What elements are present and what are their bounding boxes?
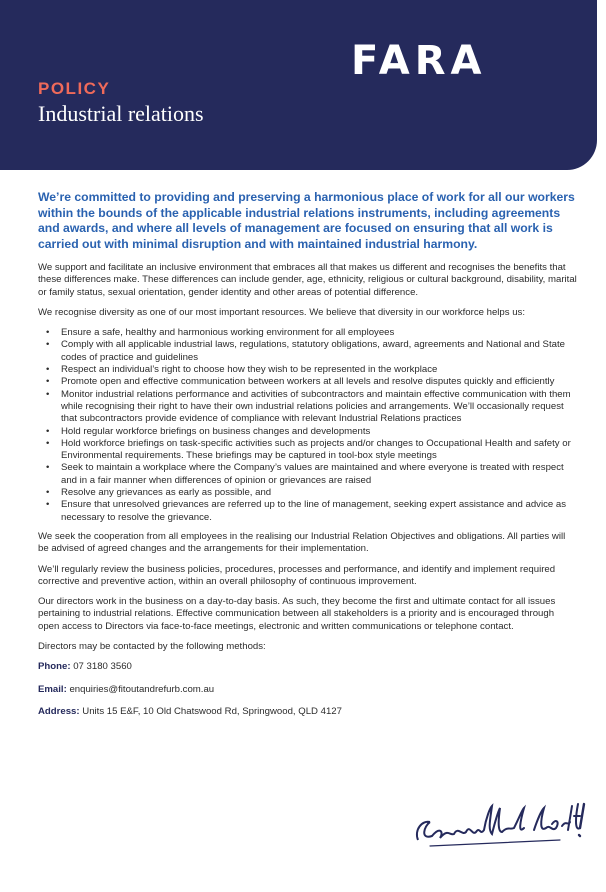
contact-phone (38, 661, 578, 673)
address-value: Units 15 E&F, 10 Old Chatswood Rd, Springwood, QLD 4127 (82, 705, 342, 717)
contact-address (38, 706, 578, 718)
list-item: • Monitor industrial relations performance and activities of subcontractors and maintain effective communication with them while recognising their right to have their own industrial relations policies and arrangements. We’ll occasionally request that subcontractors provide evidence of compliance with relevant Industrial Relations practices (38, 389, 578, 426)
list-item: • Ensure a safe, healthy and harmonious working environment for all employees (38, 327, 578, 339)
committed-signature (410, 796, 590, 856)
paragraph-cooperation: We seek the cooperation from all employees in the realising our Industrial Relation Objectives and obligations. All parties will be advised of agreed changes and the arrangements for their implementation. (38, 530, 566, 555)
list-item: • Resolve any grievances as early as possible, and (38, 487, 578, 499)
list-item: • Seek to maintain a workplace where the Company’s values are maintained and where everyone is treated with respect and in a fair manner when differences of opinion or grievances are raised (38, 462, 578, 487)
paragraph-diversity: We recognise diversity as one of our most important resources. We believe that diversity in our workforce helps us: (38, 306, 526, 318)
phone-label: Phone: (38, 661, 71, 673)
email-value[interactable]: enquiries@fitoutandrefurb.com.au (69, 683, 215, 695)
paragraph-directors: Our directors work in the business on a day-to-day basis. As such, they become the first and ultimate contact for all issues pertaining to industrial relations. Effective communication between all stakeholders is a priority and is encouraged through open access to Directors via face-to-face meetings, electronic and written communications or telephone contact. (38, 596, 556, 632)
list-item: • Comply with all applicable industrial laws, regulations, statutory obligations, award, agreements and National and State codes of practice and guidelines (38, 339, 578, 364)
list-item: • Promote open and effective communication between workers at all levels and resolve disputes quickly and efficiently (38, 376, 578, 388)
paragraph-review: We’ll regularly review the business policies, procedures, processes and performance, and identify and implement required corrective and preventive action, within an overall philosophy of continuous improvement. (38, 563, 556, 587)
objectives-list (38, 327, 578, 524)
list-item: • Hold workforce briefings on task-specific activities such as projects and/or changes to Occupational Health and safety or Environmental requirements. These briefings may be captured in tool-box style meetings (38, 438, 578, 463)
fara-logo: FARA (351, 38, 487, 84)
list-item: • Respect an individual’s right to choose how they wish to be represented in the workplace (38, 364, 578, 376)
list-item: • Hold regular workforce briefings on business changes and developments (38, 426, 578, 438)
intro-statement: We’re committed to providing and preserving a harmonious place of work for all our workers within the bounds of the applicable industrial relations instruments, including agreements and awards, and where all levels of management are focused on ensuring that all work is carried out with minimal disruption and with maintained industrial harmony. (38, 190, 575, 251)
paragraph-inclusion: We support and facilitate an inclusive environment that embraces all that makes us different and recognises the benefits that these differences make. These differences can include gender, age, ethnicity, religious or cultural background, disability, marital or family status, sexual orientation, gender identity and other areas of potential difference. (38, 262, 577, 298)
page-title: Industrial relations (38, 101, 204, 126)
header-banner (0, 0, 597, 170)
contact-email (38, 684, 578, 696)
phone-value[interactable]: 07 3180 3560 (73, 661, 132, 673)
paragraph-contact-intro: Directors may be contacted by the following methods: (38, 641, 266, 653)
email-label: Email: (38, 683, 67, 695)
address-label: Address: (38, 705, 80, 717)
policy-kicker: POLICY (38, 79, 111, 98)
policy-content (38, 190, 578, 728)
list-item: • Ensure that unresolved grievances are referred up to the line of management, seeking expert assistance and advice as necessary to resolve the grievance. (38, 499, 578, 524)
